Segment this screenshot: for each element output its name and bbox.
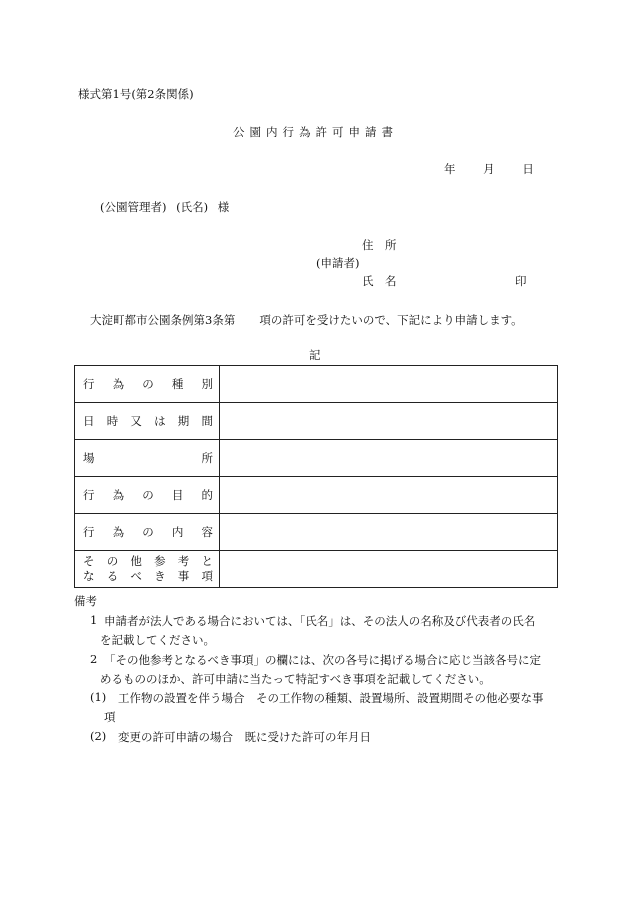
field-action-type[interactable] — [220, 366, 558, 403]
field-datetime-period[interactable] — [220, 403, 558, 440]
date-day: 日 — [522, 162, 534, 176]
note-2-line-2: めるもののほか、許可申請に当たって特記すべき事項を記載してください。 — [100, 672, 491, 686]
addressee-name: (氏名) — [176, 200, 209, 214]
table-row — [75, 514, 558, 551]
date-year: 年 — [444, 162, 456, 176]
row-label-purpose: 行 為 の 目 的 — [75, 477, 220, 514]
addressee-manager: (公園管理者) — [100, 200, 167, 214]
applicant-label: (申請者) — [316, 256, 360, 270]
seal-mark: 印 — [515, 274, 527, 288]
table-row — [75, 551, 558, 588]
date-month: 月 — [483, 162, 495, 176]
document-title: 公園内行為許可申請書 — [233, 125, 398, 139]
field-other-notes[interactable] — [220, 551, 558, 588]
subnote-1-line-2: 項 — [104, 710, 116, 724]
table-row — [75, 477, 558, 514]
statement-suffix: 項の許可を受けたいので、下記により申請します。 — [259, 313, 523, 327]
note-1-number: 1 — [90, 613, 98, 627]
note-1-line-1: 申請者が法人である場合においては、「氏名」は、その法人の名称及び代表者の氏名 — [104, 614, 536, 628]
subnote-1-number: (1) — [90, 690, 107, 704]
note-1-line-2: を記載してください。 — [100, 633, 215, 647]
note-2-number: 2 — [90, 652, 98, 666]
note-2-line-1: 「その他参考となるべき事項」の欄には、次の各号に掲げる場合に応じ当該各号に定 — [104, 653, 541, 667]
table-row — [75, 440, 558, 477]
name-label: 氏 名 — [362, 274, 397, 288]
row-label-content: 行 為 の 内 容 — [75, 514, 220, 551]
field-content[interactable] — [220, 514, 558, 551]
date-line — [444, 161, 534, 177]
field-purpose[interactable] — [220, 477, 558, 514]
table-row — [75, 403, 558, 440]
form-number: 様式第1号(第2条関係) — [78, 87, 194, 101]
row-label-other-notes: そ の 他 参 考 と な る べ き 事 項 — [75, 551, 220, 588]
row-label-place: 場 所 — [75, 440, 220, 477]
subnote-2-number: (2) — [90, 729, 107, 743]
addressee-line — [100, 199, 229, 215]
row-label-action-type: 行 為 の 種 別 — [75, 366, 220, 403]
subnote-1-line-1: 工作物の設置を伴う場合 その工作物の種類、設置場所、設置期間その他必要な事 — [118, 691, 544, 705]
statement — [90, 312, 523, 328]
notes-heading: 備考 — [74, 594, 97, 608]
address-label: 住 所 — [362, 238, 397, 252]
table-row — [75, 366, 558, 403]
row-label-datetime-period: 日 時 又 は 期 間 — [75, 403, 220, 440]
subnote-2-line-1: 変更の許可申請の場合 既に受けた許可の年月日 — [118, 730, 371, 744]
application-table — [74, 365, 558, 588]
ki-heading: 記 — [309, 348, 321, 362]
statement-prefix: 大淀町都市公園条例第3条第 — [90, 313, 236, 327]
addressee-honorific: 様 — [217, 200, 230, 214]
field-place[interactable] — [220, 440, 558, 477]
